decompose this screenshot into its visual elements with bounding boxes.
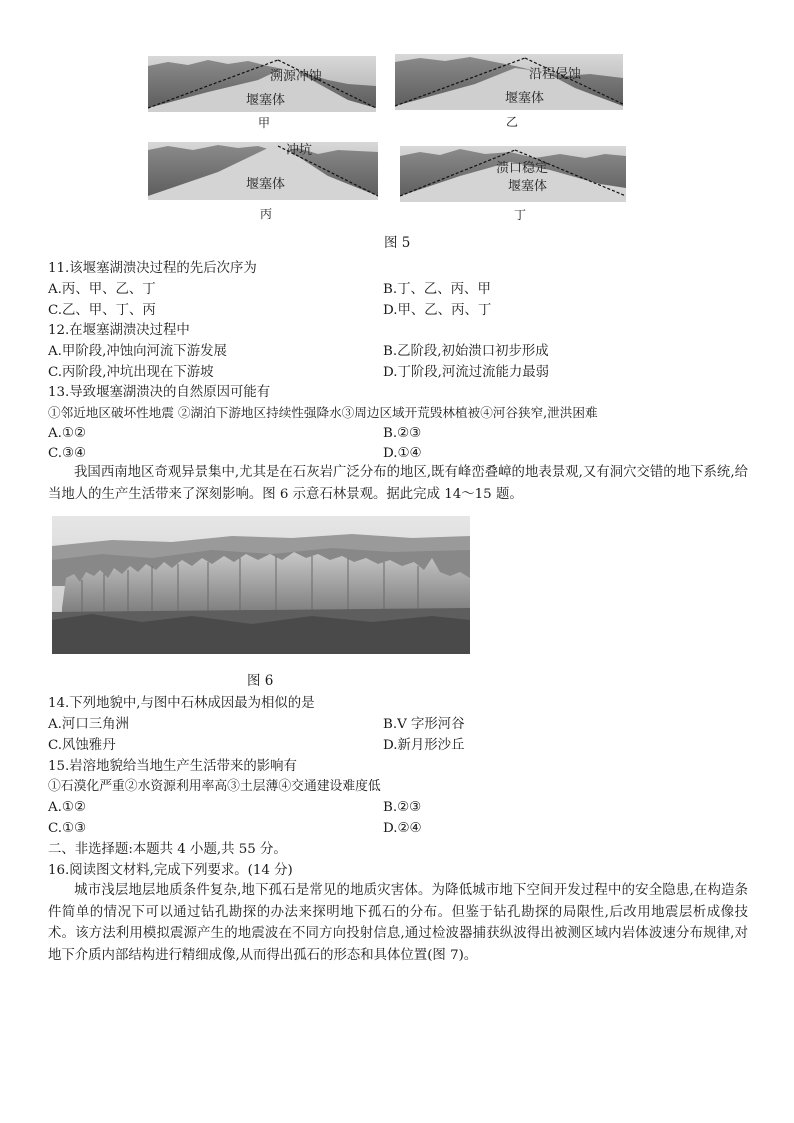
q15-stem: 15.岩溶地貌给当地生产生活带来的影响有 bbox=[48, 759, 297, 774]
q13-option-b: B.②③ bbox=[383, 426, 422, 441]
passage-14-15 bbox=[48, 462, 748, 505]
q15-statements: ①石漠化严重②水资源利用率高③土层薄④交通建设难度低 bbox=[48, 779, 381, 794]
figure5-caption: 图 5 bbox=[384, 235, 411, 251]
figure5-caption-jia: 甲 bbox=[257, 116, 270, 130]
q11-option-a: A.丙、甲、乙、丁 bbox=[48, 282, 156, 297]
panel-jia-label-2: 堰塞体 bbox=[246, 93, 286, 108]
panel-yi-label-2: 堰塞体 bbox=[505, 91, 545, 106]
q12-option-d: D.丁阶段,河流过流能力最弱 bbox=[383, 365, 550, 380]
figure6-caption: 图 6 bbox=[247, 673, 274, 689]
q15-option-a: A.①② bbox=[48, 800, 86, 815]
q12-option-a: A.甲阶段,冲蚀向河流下游发展 bbox=[48, 344, 227, 359]
figure5-caption-bing: 丙 bbox=[259, 207, 272, 221]
figure5-panel-yi bbox=[395, 54, 623, 110]
q15-option-c: C.①③ bbox=[48, 821, 87, 836]
panel-jia-label-1: 溯源冲蚀 bbox=[270, 69, 323, 84]
q16-material-text: 城市浅层地层地质条件复杂,地下孤石是常见的地质灾害体。为降低城市地下空间开发过程中的安全隐患,在构造条件简单的情况下可以通过钻孔勘探的办法来探明地下孤石的分布。但鉴于钻孔勘探的局限性,后改用地震层析成像技术。该方法利用模拟震源产生的地震波在不同方向投射信息,通过检波器捕获纵波得出被测区域内岩体波速分布规律,对地下介质内部结构进行精细成像,从而得出孤石的形态和具体位置(图 7)。 bbox=[48, 883, 748, 963]
figure5-panel-jia bbox=[148, 56, 376, 112]
q15-option-d: D.②④ bbox=[383, 821, 422, 836]
q11-option-d: D.甲、乙、丙、丁 bbox=[383, 303, 492, 318]
figure5-panel-ding bbox=[400, 146, 626, 202]
q11-option-c: C.乙、甲、丁、丙 bbox=[48, 303, 156, 318]
panel-bing-label-1: 冲坑 bbox=[286, 143, 313, 158]
q15-option-b: B.②③ bbox=[383, 800, 422, 815]
panel-bing-label-2: 堰塞体 bbox=[246, 177, 286, 192]
q14-stem: 14.下列地貌中,与图中石林成因最为相似的是 bbox=[48, 696, 315, 711]
q11-stem: 11.该堰塞湖溃决过程的先后次序为 bbox=[48, 261, 257, 276]
q13-option-a: A.①② bbox=[48, 426, 86, 441]
q12-option-b: B.乙阶段,初始溃口初步形成 bbox=[383, 344, 549, 359]
figure5-panel-bing bbox=[148, 142, 378, 200]
q11-option-b: B.丁、乙、丙、甲 bbox=[383, 282, 491, 297]
q16-stem: 16.阅读图文材料,完成下列要求。(14 分) bbox=[48, 863, 293, 878]
q13-statements: ①邻近地区破坏性地震 ②湖泊下游地区持续性强降水③周边区域开荒毁林植被④河谷狭窄,泄洪困难 bbox=[48, 405, 598, 420]
panel-ding-label-1: 溃口稳定 bbox=[496, 161, 549, 176]
passage-14-15-text: 我国西南地区奇观异景集中,尤其是在石灰岩广泛分布的地区,既有峰峦叠嶂的地表景观,又有洞穴交错的地下系统,给当地人的生产生活带来了深刻影响。图 6 示意石林景观。据此完成 14～15 题。 bbox=[48, 465, 748, 502]
figure5-caption-yi: 乙 bbox=[505, 115, 518, 129]
q12-option-c: C.丙阶段,冲坑出现在下游坡 bbox=[48, 365, 214, 380]
q14-option-d: D.新月形沙丘 bbox=[383, 738, 465, 753]
q14-option-c: C.风蚀雅丹 bbox=[48, 738, 116, 753]
q14-option-a: A.河口三角洲 bbox=[48, 717, 129, 732]
q13-stem: 13.导致堰塞湖溃决的自然原因可能有 bbox=[48, 385, 271, 400]
panel-ding-label-2: 堰塞体 bbox=[508, 179, 548, 194]
q13-option-c: C.③④ bbox=[48, 446, 87, 461]
q13-option-d: D.①④ bbox=[383, 446, 422, 461]
q14-option-b: B.V 字形河谷 bbox=[383, 717, 465, 732]
q12-stem: 12.在堰塞湖溃决过程中 bbox=[48, 323, 190, 338]
panel-yi-label-1: 沿程侵蚀 bbox=[529, 67, 582, 82]
section2-heading: 二、非选择题:本题共 4 小题,共 55 分。 bbox=[48, 842, 287, 857]
figure5-caption-ding: 丁 bbox=[513, 208, 526, 222]
q16-material bbox=[48, 880, 748, 966]
figure6-stone-forest-photo bbox=[52, 516, 470, 654]
